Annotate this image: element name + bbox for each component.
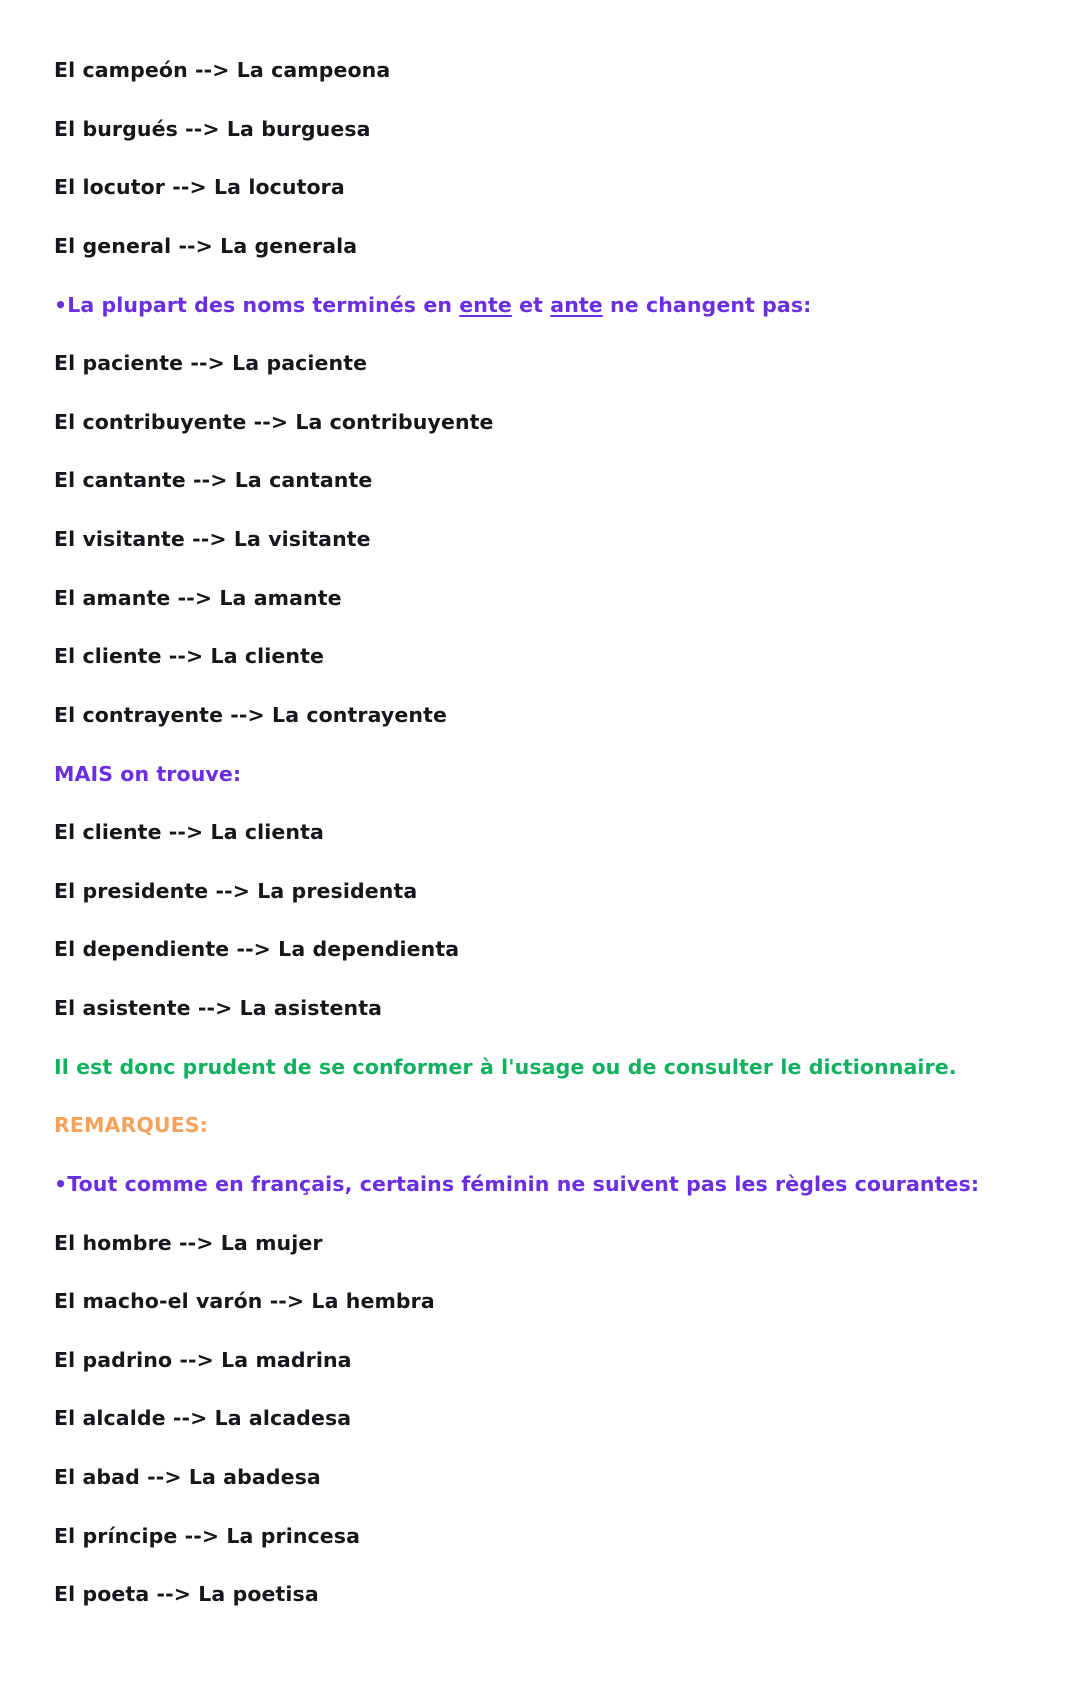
- word-pair-line: El campeón --> La campeona: [54, 58, 391, 82]
- document-body: [54, 58, 1020, 1608]
- note-line: •Tout comme en français, certains féminin ne suivent pas les règles courantes:: [54, 1171, 980, 1196]
- note-line: REMARQUES:: [54, 1113, 208, 1138]
- word-pair-line: El alcalde --> La alcadesa: [54, 1406, 352, 1431]
- underlined-term: ente: [459, 292, 512, 317]
- word-pair-line: El burgués --> La burguesa: [54, 116, 371, 141]
- word-pair-line: El príncipe --> La princesa: [54, 1523, 361, 1548]
- note-line: Il est donc prudent de se conformer à l'usage ou de consulter le dictionnaire.: [54, 1054, 957, 1079]
- word-pair-line: El cantante --> La cantante: [54, 468, 373, 493]
- word-pair-line: El general --> La generala: [54, 233, 358, 258]
- word-pair-line: El poeta --> La poetisa: [54, 1582, 319, 1607]
- word-pair-line: El hombre --> La mujer: [54, 1230, 323, 1255]
- word-pair-line: El paciente --> La paciente: [54, 351, 368, 376]
- word-pair-line: El dependiente --> La dependienta: [54, 937, 460, 962]
- word-pair-line: El locutor --> La locutora: [54, 175, 345, 200]
- word-pair-line: El macho-el varón --> La hembra: [54, 1289, 435, 1314]
- note-line: •La plupart des noms terminés en ente et ante ne changent pas:: [54, 292, 812, 317]
- word-pair-line: El abad --> La abadesa: [54, 1465, 321, 1489]
- underlined-term: ante: [550, 292, 603, 317]
- word-pair-line: El contrayente --> La contrayente: [54, 702, 447, 727]
- word-pair-line: El visitante --> La visitante: [54, 527, 371, 551]
- word-pair-line: El amante --> La amante: [54, 585, 342, 610]
- word-pair-line: El padrino --> La madrina: [54, 1347, 352, 1372]
- word-pair-line: El cliente --> La cliente: [54, 644, 324, 669]
- note-line: MAIS on trouve:: [54, 761, 242, 786]
- word-pair-line: El presidente --> La presidenta: [54, 878, 418, 903]
- word-pair-line: El cliente --> La clienta: [54, 820, 324, 845]
- word-pair-line: El asistente --> La asistenta: [54, 996, 383, 1020]
- word-pair-line: El contribuyente --> La contribuyente: [54, 409, 494, 434]
